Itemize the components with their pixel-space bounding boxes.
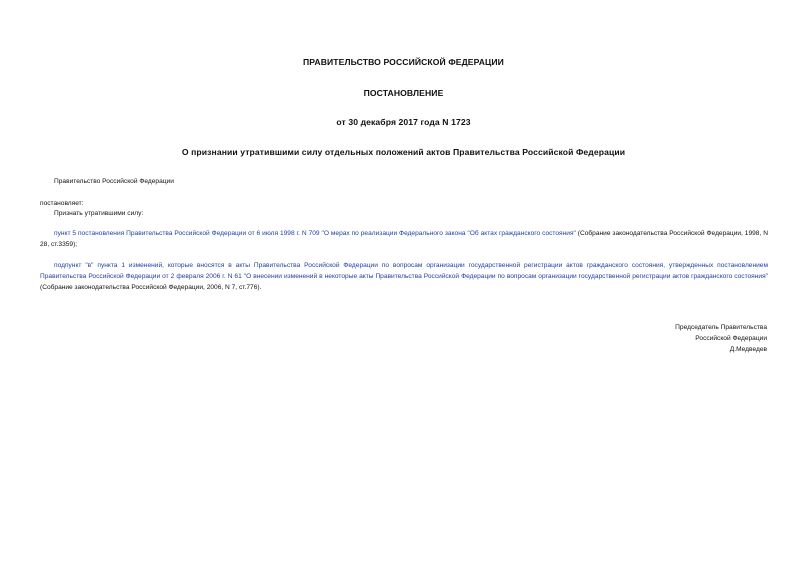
item-1-link[interactable]: пункт 5 постановления Правительства Российской Федерации от 6 июля 1998 г. N 709 "О мерах по реализации Федерального закона "Об актах гражданского состояния" — [54, 230, 576, 237]
document-type: ПОСТАНОВЛЕНИЕ — [363, 88, 444, 98]
decides-text: постановляет: — [40, 200, 84, 207]
document-title: О признании утратившими силу отдельных положений актов Правительства Российской Федерации — [181, 147, 626, 157]
signatory-position-line-2: Российской Федерации — [695, 335, 767, 342]
intro-text: Правительство Российской Федерации — [54, 178, 174, 185]
signature-block — [675, 322, 767, 355]
item-1-source: (Собрание законодательства Российской Федерации, 1998, N 28, ст.3359); — [40, 230, 768, 248]
item-2-source: (Собрание законодательства Российской Федерации, 2006, N 7, ст.776). — [40, 284, 262, 291]
signatory-position-line-1: Председатель Правительства — [675, 324, 767, 331]
item-2-link[interactable]: подпункт "в" пункта 1 изменений, которые вносятся в акты Правительства Российской Федерации по вопросам организации государственной регистрации актов гражданского состояния, утвержденных постановлением Правительства Российской Федерации от 2 февраля 2006 г. N 61 "О внесении изменений в некоторые акты Правительства Российской Федерации по вопросам организации государственной регистрации актов гражданского состояния" — [40, 262, 768, 280]
repealed-item-1 — [40, 228, 768, 250]
declare-text: Признать утратившими силу: — [54, 210, 144, 217]
repealed-item-2 — [40, 260, 768, 293]
document-date-number: от 30 декабря 2017 года N 1723 — [336, 117, 471, 127]
government-heading: ПРАВИТЕЛЬСТВО РОССИЙСКОЙ ФЕДЕРАЦИИ — [303, 57, 504, 67]
signatory-name: Д.Медведев — [729, 346, 767, 353]
